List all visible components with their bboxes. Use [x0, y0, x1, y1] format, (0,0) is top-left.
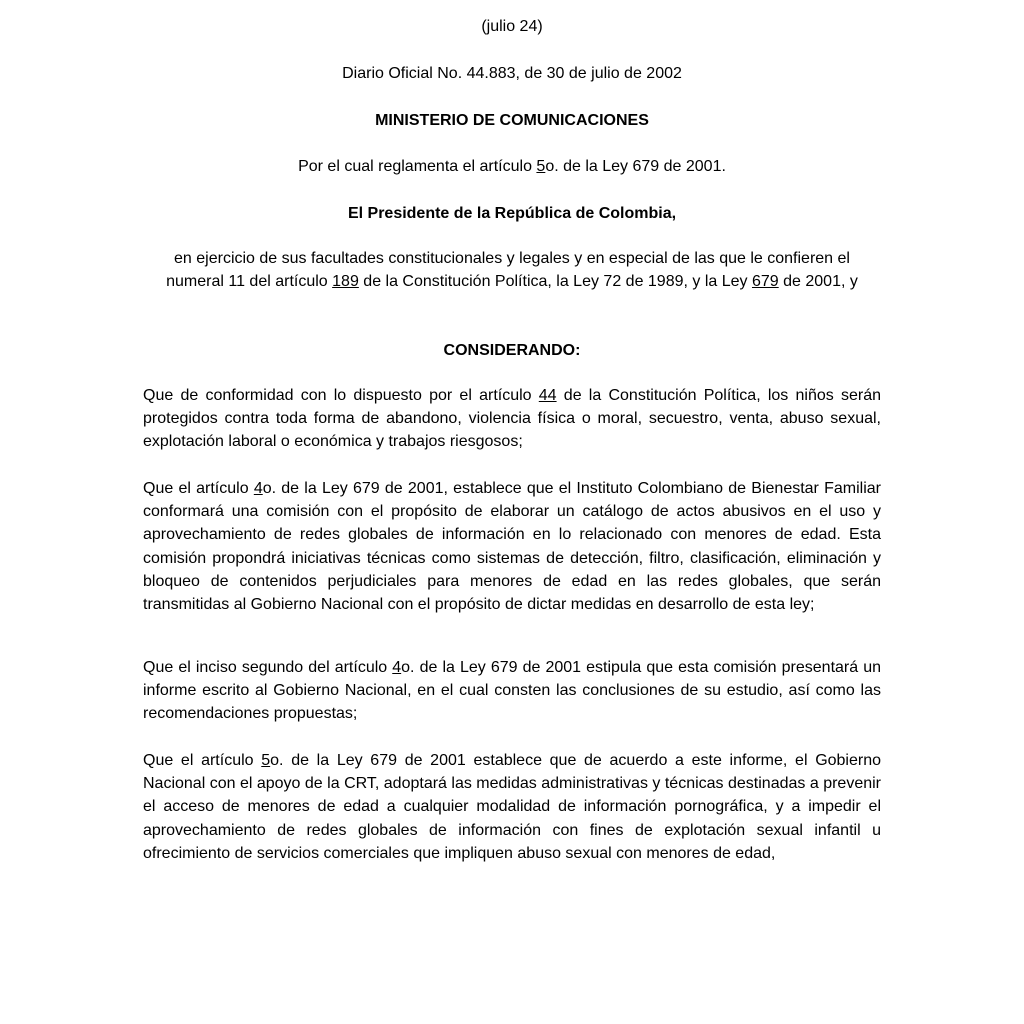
powers-clause — [143, 247, 881, 293]
paragraph-1-text: Que de conformidad con lo dispuesto por el artículo — [143, 387, 539, 404]
article-5-link[interactable]: 5 — [536, 158, 546, 175]
paragraph-3-text: Que el inciso segundo del artículo — [143, 659, 393, 676]
considerando-paragraph-1 — [143, 384, 881, 454]
article-44-link[interactable]: 44 — [538, 387, 557, 404]
considerando-heading: CONSIDERANDO: — [443, 342, 581, 359]
ley-679-link[interactable]: 679 — [751, 273, 779, 290]
president-heading: El Presidente de la República de Colombia, — [347, 205, 677, 222]
paragraph-3-text-end: o. de la Ley 679 de 2001 estipula que esta comisión presentará un informe escrito al Gobierno Nacional, en el cual consten las conclusiones de su estudio, así como las recomendaciones propuestas; — [143, 659, 882, 723]
powers-text-3: de 2001, y — [778, 273, 858, 290]
decree-purpose — [0, 157, 1024, 177]
article-4-link-2[interactable]: 4 — [392, 659, 402, 676]
considerando-paragraph-2 — [143, 477, 881, 616]
ministry-heading: MINISTERIO DE COMUNICACIONES — [375, 112, 649, 129]
paragraph-4-text: Que el artículo — [143, 752, 262, 769]
considerando-paragraph-3 — [143, 656, 881, 726]
paragraph-4-text-end: o. de la Ley 679 de 2001 establece que de acuerdo a este informe, el Gobierno Nacional con el apoyo de la CRT, adoptará las medidas administrativas y técnicas destinadas a prevenir el acceso de menores de edad a cualquier modalidad de información pornográfica, y a impedir el aprovechamiento de redes globales de información con fines de explotación sexual infantil u ofrecimiento de servicios comerciales que impliquen abuso sexual con menores de edad, — [143, 752, 882, 862]
decree-date: (julio 24) — [481, 18, 543, 35]
powers-text-1: en ejercicio de sus facultades constitucionales y legales y en especial de las que le confieren el numeral 11 del artículo — [166, 250, 850, 290]
article-5-link-2[interactable]: 5 — [261, 752, 271, 769]
article-189-link[interactable]: 189 — [332, 273, 359, 290]
paragraph-2-text-end: o. de la Ley 679 de 2001, establece que el Instituto Colombiano de Bienestar Familiar conformará una comisión con el propósito de elaborar un catálogo de actos abusivos en el uso y aprovechamiento de redes globales de información en lo relacionado con menores de edad. Esta comisión propondrá iniciativas técnicas como sistemas de detección, filtro, clasificación, eliminación y bloqueo de contenidos perjudiciales para menores de edad en las redes globales, que serán transmitidas al Gobierno Nacional con el propósito de dictar medidas en desarrollo de esta ley; — [143, 480, 881, 614]
powers-text-2: de la Constitución Política, la Ley 72 de 1989, y la Ley — [358, 273, 752, 290]
decree-purpose-text-end: o. de la Ley 679 de 2001. — [545, 158, 726, 175]
gazette-reference: Diario Oficial No. 44.883, de 30 de julio de 2002 — [342, 65, 682, 82]
considerando-paragraph-4 — [143, 749, 881, 865]
decree-purpose-text: Por el cual reglamenta el artículo — [298, 158, 537, 175]
article-4-link[interactable]: 4 — [253, 480, 263, 497]
paragraph-2-text: Que el artículo — [143, 480, 254, 497]
paragraph-1-text-end: de la Constitución Política, los niños serán protegidos contra toda forma de abandono, violencia física o moral, secuestro, venta, abuso sexual, explotación laboral o económica y trabajos riesgosos; — [143, 387, 881, 451]
